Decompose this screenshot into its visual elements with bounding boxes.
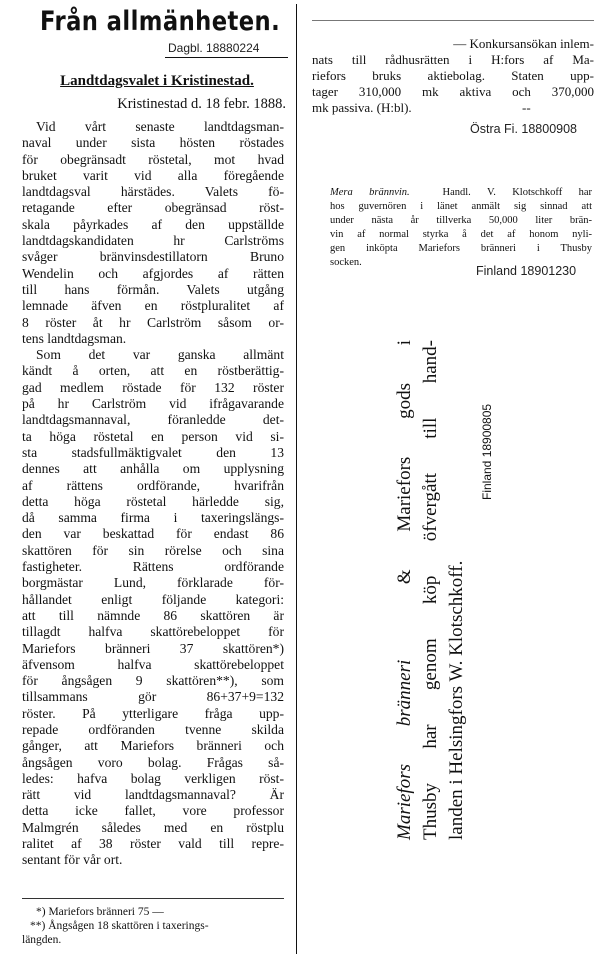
branvin-line-1 bbox=[330, 186, 592, 200]
article-line: hållandet enligt följande kategori: bbox=[22, 591, 284, 607]
article-line: naval under sista hösten röstades bbox=[22, 135, 284, 151]
article-line: repade ordföranden tvenne skilda bbox=[22, 721, 284, 737]
article-line: borgmästar Lund, förklarade för- bbox=[22, 575, 284, 591]
article-line: äfvensom halfva skattörebeloppet bbox=[22, 656, 284, 672]
gods-lead: Mariefors bränneri bbox=[394, 659, 415, 840]
article-line: skattören för sin rörelse och sina bbox=[22, 542, 284, 558]
article-line: sentant för vår ort. bbox=[22, 852, 123, 868]
clip-top-rule bbox=[312, 20, 594, 21]
article-line: detta höga röstetal härledde sig, bbox=[22, 493, 284, 509]
footnote-2: **) Ångsågen 18 skattören i taxerings- bbox=[30, 920, 209, 932]
article-line: ralitet af 38 röster vald till repre- bbox=[22, 836, 284, 852]
article-line: gad medlem röstade för 132 röster bbox=[22, 379, 284, 395]
branvin-clip bbox=[330, 186, 592, 270]
konkurs-line: riefors bruks aktiebolag. Staten upp- bbox=[312, 68, 594, 83]
source-label-finland-2 bbox=[480, 360, 494, 500]
article-line: rätt vid landtdagsmannaval? Är bbox=[22, 787, 284, 803]
konkurs-line: nats till rådhusrätten i H:fors af Ma- bbox=[312, 52, 594, 67]
gods-line-2: Thusby har genom köp öfvergått till hand- bbox=[420, 340, 441, 840]
article-line: ångsågen voro bolag. Frågas så- bbox=[22, 754, 284, 770]
article-line: att till nämnde 86 skattören är bbox=[22, 607, 284, 623]
article-line: ledes: hafva bolag verkligen röst- bbox=[22, 770, 284, 786]
branvin-line: hos guvernören i länet anmält sig sinnad att bbox=[330, 201, 592, 212]
footnote-3: längden. bbox=[22, 934, 62, 946]
article-line: röster. På ytterligare fråga upp- bbox=[22, 705, 284, 721]
footnotes bbox=[22, 905, 284, 947]
source-label-ostra: Östra Fi. 18800908 bbox=[470, 122, 578, 136]
article-line: landtdagskandidaten hr Carlströms bbox=[22, 233, 284, 249]
article-line: på hr Carlström vid ifrågavarande bbox=[22, 396, 284, 412]
branvin-line: gen inköpta Mariefors bränneri i Thusby bbox=[330, 243, 592, 254]
article-line: den var beskattad för endast 86 bbox=[22, 526, 284, 542]
konkurs-line: — Konkursansökan inlem- bbox=[453, 36, 594, 51]
source-label-dagbl: Dagbl. 18880224 bbox=[168, 41, 260, 55]
article-headline: Från allmänheten. bbox=[40, 6, 281, 37]
article-line: Som det var ganska allmänt bbox=[36, 347, 284, 363]
article-line: landtdagsmannaval, föranledde det- bbox=[22, 412, 284, 428]
footnote-1: *) Mariefors bränneri 75 — bbox=[36, 906, 164, 918]
article-line: dennes att anhålla om upplysning bbox=[22, 461, 284, 477]
article-dateline: Kristinestad d. 18 febr. 1888. bbox=[117, 96, 286, 112]
konkurs-trail: -- bbox=[522, 100, 531, 115]
headline-rule bbox=[165, 57, 288, 58]
article-line: kändt å orten, att en röstberättig- bbox=[22, 363, 284, 379]
gods-line-3: landen i Helsingfors W. Klotschkoff. bbox=[446, 560, 467, 840]
branvin-rest bbox=[330, 200, 592, 270]
konkurs-line: mk passiva. (H:bl). bbox=[312, 100, 412, 115]
footnote-rule bbox=[22, 898, 284, 899]
branvin-line: under nästa år tillverka 50,000 liter brän- bbox=[330, 215, 592, 226]
article-line: tillsammans gör 86+37+9=132 bbox=[22, 689, 284, 705]
article-line: landtdagsval härstädes. Valets fö- bbox=[22, 184, 284, 200]
article-line: för obegränsadt röstetal, mot hvad bbox=[22, 151, 284, 167]
article-line: tillagdt halfva skattörebeloppet för bbox=[22, 624, 284, 640]
article-line: detta icke fallet, vore professor bbox=[22, 803, 284, 819]
article-line: gånger, att Mariefors bränneri och bbox=[22, 738, 284, 754]
article-line: tens landtdagsman. bbox=[22, 330, 127, 346]
gods-clip-text bbox=[392, 340, 482, 840]
konkurs-line: tager 310,000 mk aktiva och 370,000 bbox=[312, 84, 594, 99]
article-line: fastigheter. Rättens ordförande bbox=[22, 559, 284, 575]
article-line: Vid vårt senaste landtdagsman- bbox=[36, 119, 284, 134]
article-subtitle: Landtdagsvalet i Kristinestad. bbox=[60, 73, 254, 89]
column-divider bbox=[296, 4, 297, 954]
article-line: ta höga röstetal en person vid si- bbox=[22, 428, 284, 444]
branvin-line: socken. bbox=[330, 257, 362, 268]
source-label-finland-2-text: Finland 18900805 bbox=[480, 403, 494, 500]
article-line: svåger bränvinsdestillatorn Bruno bbox=[22, 249, 284, 265]
article-line: då samma firma i taxeringslängs- bbox=[22, 510, 284, 526]
gods-clip bbox=[392, 340, 482, 840]
source-label-finland-1: Finland 18901230 bbox=[476, 264, 577, 278]
article-line: 8 röster åt hr Carlström såsom or- bbox=[22, 314, 284, 330]
article-line: till hans förmån. Valets utgång bbox=[22, 281, 284, 297]
branvin-lead: Mera brännvin. bbox=[330, 187, 410, 198]
article-line: retagande efter obegränsad röst- bbox=[22, 200, 284, 216]
article-line: Mariefors bränneri 37 skattören*) bbox=[22, 640, 284, 656]
gods-line-1 bbox=[392, 340, 418, 840]
article-line: af rättens ordförande, hvarifrån bbox=[22, 477, 284, 493]
article-line: Malmgrén således med en röstplu bbox=[22, 819, 284, 835]
article-line: sta stadsfullmäktigvalet den 13 bbox=[22, 444, 284, 460]
konkurs-clip bbox=[312, 36, 594, 116]
branvin-line-1-rest: Handl. V. Klotschkoff har bbox=[442, 187, 592, 198]
article-line: för ångsågen 9 skattören**), som bbox=[22, 673, 284, 689]
article-body bbox=[22, 119, 284, 869]
article-line: Wendelin och afgjordes af rätten bbox=[22, 265, 284, 281]
gods-line-1-rest: & Mariefors gods i bbox=[394, 339, 415, 585]
article-line: lemnade äfven en röstpluralitet af bbox=[22, 298, 284, 314]
branvin-line: vin af normal styrka å det af honom nyli- bbox=[330, 229, 592, 240]
article-line: bruket varit vid alla föregående bbox=[22, 167, 284, 183]
article-line: skala påyrkades af den uppställde bbox=[22, 216, 284, 232]
